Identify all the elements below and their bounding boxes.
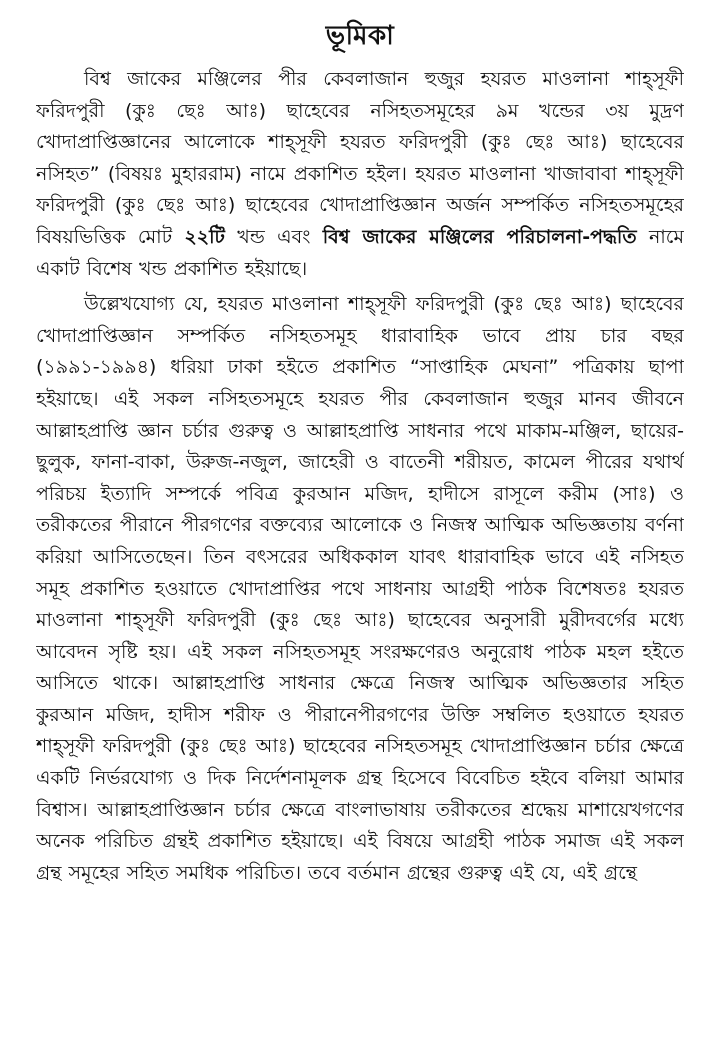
document-page <box>36 14 684 1044</box>
page-title: ভূমিকা <box>325 21 395 51</box>
paragraph-1 <box>36 64 684 285</box>
paragraph-1-text-b: খন্ড এবং <box>224 225 323 248</box>
paragraph-1-text-c: নামে একাট বিশেষ খন্ড প্রকাশিত হইয়াছে। <box>36 225 684 280</box>
paragraph-1-bold-title: বিশ্ব জাকের মঞ্জিলের পরিচালনা-পদ্ধতি <box>322 225 637 248</box>
paragraph-1-bold-count: ২২টি <box>184 225 225 248</box>
paragraph-2: উল্লেখযোগ্য যে, হযরত মাওলানা শাহ্‌সূফী ফরিদপুরী (কুঃ ছেঃ আঃ) ছাহেবের খোদাপ্রাপ্তিজ্ঞান সম্পর্কিত নসিহতসমূহ ধারাবাহিক ভাবে প্রায় চার বছর (১৯৯১-১৯৯৪) ধরিয়া ঢাকা হইতে প্রকাশিত “সাপ্তাহিক মেঘনা” পত্রিকায় ছাপা হইয়াছে। এই সকল নসিহতসমূহে হযরত পীর কেবলাজান হুজুর মানব জীবনে আল্লাহপ্রাপ্তি জ্ঞান চর্চার গুরুত্ব ও আল্লাহপ্রাপ্তি সাধনার পথে মাকাম-মঞ্জিল, ছায়ের-ছুলুক, ফানা-বাকা, উরুজ-নজুল, জাহেরী ও বাতেনী শরীয়ত, কামেল পীরের যথার্থ পরিচয় ইত্যাদি সম্পর্কে পবিত্র কুরআন মজিদ, হাদীসে রাসূলে করীম (সাঃ) ও তরীকতের পীরানে পীরগণের বক্তব্যের আলোকে ও নিজস্ব আত্মিক অভিজ্ঞতায় বর্ণনা করিয়া আসিতেছেন। তিন বৎসরের অধিককাল যাবৎ ধারাবাহিক ভাবে এই নসিহত সমূহ প্রকাশিত হওয়াতে খোদাপ্রাপ্তির পথে সাধনায় আগ্রহী পাঠক বিশেষতঃ হযরত মাওলানা শাহ্‌সূফী ফরিদপুরী (কুঃ ছেঃ আঃ) ছাহেবের অনুসারী মুরীদবর্গের মধ্যে আবেদন সৃষ্টি হয়। এই সকল নসিহতসমূহ সংরক্ষণেরও অনুরোধ পাঠক মহল হইতে আসিতে থাকে। আল্লাহপ্রাপ্তি সাধনার ক্ষেত্রে নিজস্ব আত্মিক অভিজ্ঞতার সহিত কুরআন মজিদ, হাদীস শরীফ ও পীরানেপীরগণের উক্তি সম্বলিত হওয়াতে হযরত শাহ্‌সূফী ফরিদপুরী (কুঃ ছেঃ আঃ) ছাহেবের নসিহতসমূহ খোদাপ্রাপ্তিজ্ঞান চর্চার ক্ষেত্রে একটি নির্ভরযোগ্য ও দিক নির্দেশনামূলক গ্রন্থ হিসেবে বিবেচিত হইবে বলিয়া আমার বিশ্বাস। আল্লাহপ্রাপ্তিজ্ঞান চর্চার ক্ষেত্রে বাংলাভাষায় তরীকতের শ্রদ্ধেয় মাশায়েখগণের অনেক পরিচিত গ্রন্থই প্রকাশিত হইয়াছে। এই বিষয়ে আগ্রহী পাঠক সমাজ এই সকল গ্রন্থ সমূহের সহিত সমধিক পরিচিত। তবে বর্তমান গ্রন্থের গুরুত্ব এই যে, এই গ্রন্থে <box>36 293 684 884</box>
paragraph-1-text-a: বিশ্ব জাকের মঞ্জিলের পীর কেবলাজান হুজুর হযরত মাওলানা শাহ্‌সূফী ফরিদপুরী (কুঃ ছেঃ আঃ) ছাহেবের নসিহতসমূহের ৯ম খন্ডের ৩য় মুদ্রণ খোদাপ্রাপ্তিজ্ঞানের আলোকে শাহ্‌সূফী হযরত ফরিদপুরী (কুঃ ছেঃ আঃ) ছাহেবের নসিহত” (বিষয়ঃ মুহাররাম) নামে প্রকাশিত হইল। হযরত মাওলানা খাজাবাবা শাহ্‌সূফী ফরিদপুরী (কুঃ ছেঃ আঃ) ছাহেবের খোদাপ্রাপ্তিজ্ঞান অর্জন সম্পর্কিত নসিহতসমূহের বিষয়ভিত্তিক মোট <box>36 68 684 248</box>
